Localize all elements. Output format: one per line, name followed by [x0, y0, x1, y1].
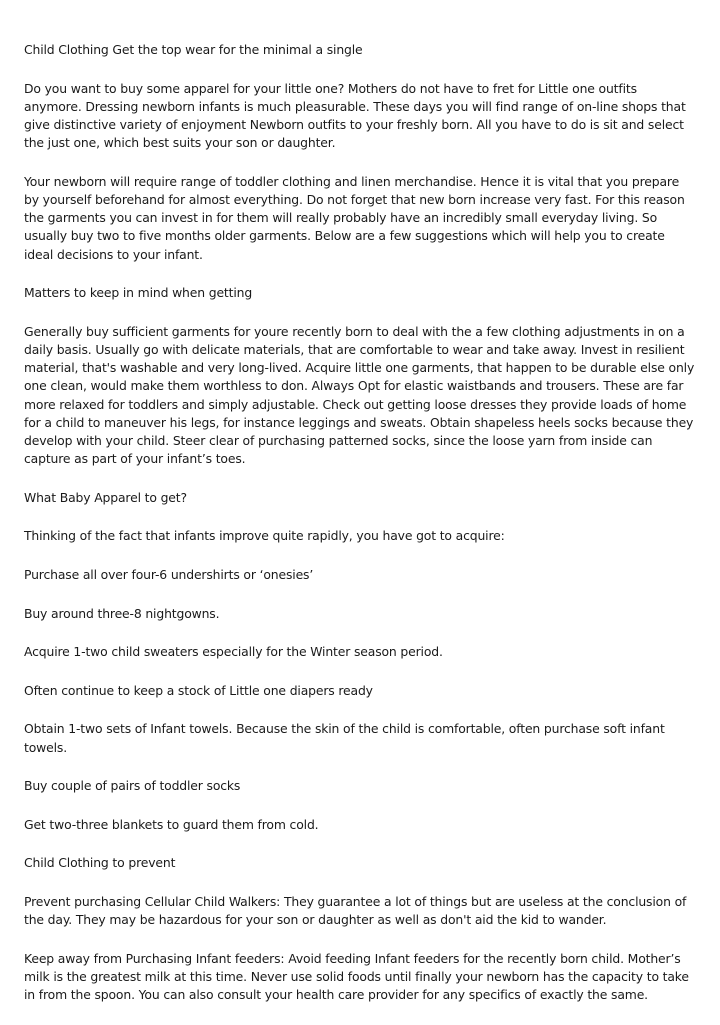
paragraph-buying-tips: Generally buy sufficient garments for youre recently born to deal with the a few clothing adjustments in on a daily basis. Usually go with delicate materials, that are comfortable to wear and take away. Invest in resilient material, that's washable and very long-lived. Acquire little one garments, that happen to be durable else only one clean, would make them worthless to don. Always Opt for elastic waistbands and trousers. These are far more relaxed for toddlers and simply adjustable. Check out getting loose dresses they provide loads of home for a child to maneuver his legs, for instance leggings and sweats. Obtain shapeless heels socks because they develop with your child. Steer clear of purchasing patterned socks, since the loose yarn from inside can capture as part of your infant’s toes.	[24, 323, 695, 467]
list-item-towels: Obtain 1-two sets of Infant towels. Because the skin of the child is comfortable, often purchase soft infant towels.	[24, 721, 665, 755]
paragraph-acquire-intro: Thinking of the fact that infants improve quite rapidly, you have got to acquire:	[24, 528, 505, 544]
list-item-undershirts: Purchase all over four-6 undershirts or ‘onesies’	[24, 567, 314, 582]
list-item-sweaters: Acquire 1-two child sweaters especially for the Winter season period.	[24, 644, 443, 660]
paragraph-intro: Do you want to buy some apparel for your little one? Mothers do not have to fret for Little one outfits anymore. Dressing newborn infants is much pleasurable. These days you will find range of on-line shops that give distinctive variety of enjoyment Newborn outfits to your freshly born. All you have to do is sit and select the just one, which best suits your son or daughter.	[24, 80, 686, 151]
list-item-blankets: Get two-three blankets to guard them from cold.	[24, 816, 319, 832]
list-item-socks: Buy couple of pairs of toddler socks	[24, 778, 241, 794]
document-page	[24, 41, 696, 1025]
section-heading-prevent: Child Clothing to prevent	[24, 855, 176, 871]
paragraph-newborn-needs: Your newborn will require range of toddler clothing and linen merchandise. Hence it is vital that you prepare by yourself beforehand for almost everything. Do not forget that new born increase very fast. For this reason the garments you can invest in for them will really probably have an incredibly small everyday living. So usually buy two to five months older garments. Below are a few suggestions which will help you to create ideal decisions to your infant.	[24, 173, 685, 262]
section-heading-matters: Matters to keep in mind when getting	[24, 285, 253, 301]
section-heading-what-to-get: What Baby Apparel to get?	[24, 489, 187, 505]
paragraph-walkers: Prevent purchasing Cellular Child Walkers: They guarantee a lot of things but are useless at the conclusion of the day. They may be hazardous for your son or daughter as well as don't aid the kid to wander.	[24, 893, 687, 928]
paragraph-feeders: Keep away from Purchasing Infant feeders: Avoid feeding Infant feeders for the recently born child. Mother’s milk is the greatest milk at this time. Never use solid foods until finally your newborn has the capacity to take in from the spoon. You can also consult your health care provider for any specifics of exactly the same.	[24, 950, 689, 1003]
list-item-nightgowns: Buy around three-8 nightgowns.	[24, 605, 220, 621]
list-item-diapers: Often continue to keep a stock of Little one diapers ready	[24, 682, 373, 698]
document-title: Child Clothing Get the top wear for the minimal a single	[24, 42, 363, 57]
